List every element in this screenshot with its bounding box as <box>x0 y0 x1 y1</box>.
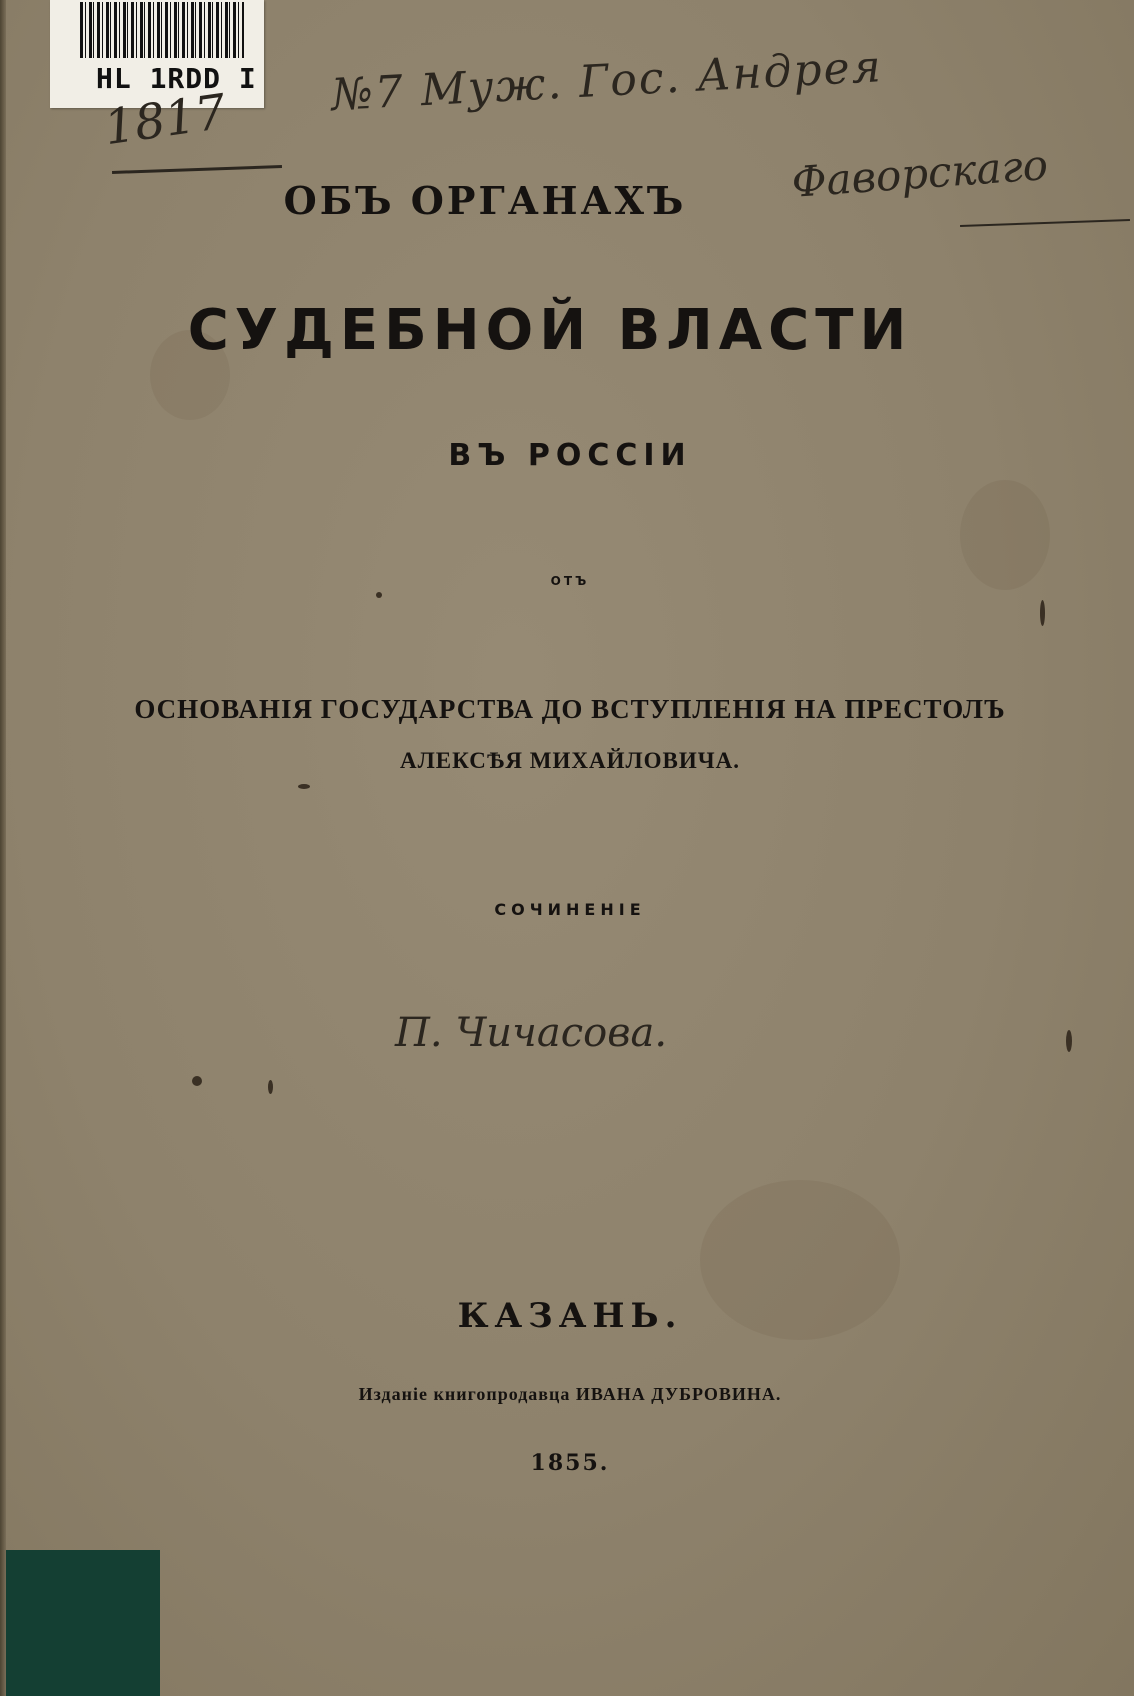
handwritten-dash <box>112 165 282 174</box>
imprint-city: КАЗАНЬ. <box>457 1296 683 1336</box>
title-line-2: СУДЕБНОЙ ВЛАСТИ <box>187 298 913 363</box>
handwritten-mark: 1817 <box>100 83 230 157</box>
binding-shadow <box>0 0 6 1696</box>
barcode-icon <box>80 2 244 58</box>
imprint-publisher: Изданіе книгопродавца ИВАНА ДУБРОВИНА. <box>358 1384 782 1404</box>
title-line-1: ОБЪ ОРГАНАХЪ <box>283 178 687 223</box>
ink-speck <box>192 1076 202 1086</box>
title-line-3: ВЪ РОССІИ <box>448 438 692 473</box>
ink-speck <box>376 592 382 598</box>
imprint-year: 1855. <box>530 1450 610 1476</box>
ink-speck <box>1066 1030 1072 1052</box>
handwritten-author: П. Чичасова. <box>395 1010 668 1056</box>
call-number: HL 1RDD I <box>96 62 257 95</box>
library-tag <box>6 1550 160 1696</box>
ink-speck <box>298 784 310 789</box>
handwritten-name: Фаворскаго <box>790 140 1050 207</box>
page-edge <box>1134 0 1140 1696</box>
title-line-4: ОТЪ <box>550 574 590 588</box>
handwritten-inscription: №7 Муж. Гос. Андрея <box>330 41 884 121</box>
ink-speck <box>268 1080 273 1094</box>
subtitle-line-1: ОСНОВАНІЯ ГОСУДАРСТВА ДО ВСТУПЛЕНІЯ НА ПРЕСТОЛЪ <box>134 694 1006 724</box>
subtitle-line-2: АЛЕКСѢЯ МИХАЙЛОВИЧА. <box>400 748 740 773</box>
ink-speck <box>1040 600 1045 626</box>
byline-label: СОЧИНЕНІЕ <box>494 900 646 919</box>
